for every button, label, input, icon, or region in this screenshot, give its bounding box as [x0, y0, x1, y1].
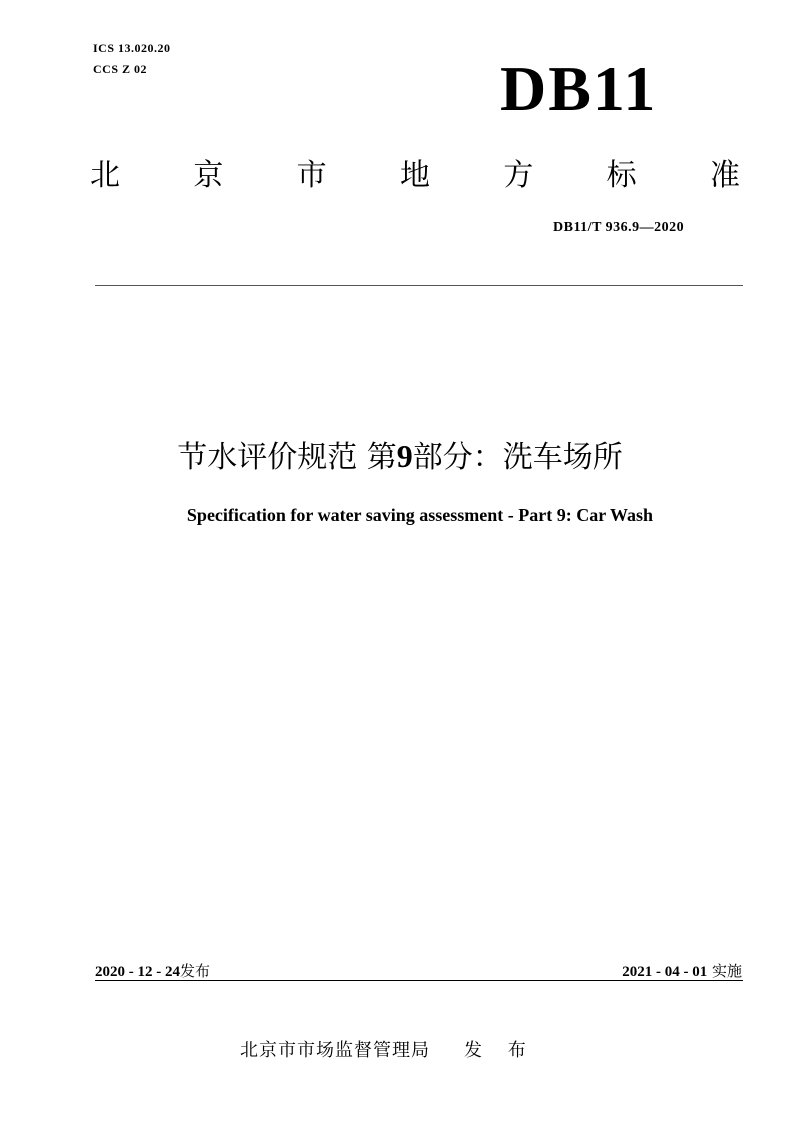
effective-date: 2021 - 04 - 01 — [622, 964, 708, 980]
publisher-name: 北京市市场监督管理局 — [240, 1040, 430, 1061]
issue-date: 2020 - 12 - 24 — [95, 964, 180, 980]
top-divider — [95, 285, 743, 286]
agency-char: 京 — [193, 158, 224, 193]
agency-char: 地 — [399, 158, 430, 193]
agency-char: 方 — [503, 158, 534, 193]
agency-char: 准 — [709, 158, 740, 193]
publisher-line — [240, 1036, 536, 1062]
publisher-label: 发 布 — [464, 1040, 536, 1061]
bottom-divider — [95, 980, 743, 981]
ccs-code: CCS Z 02 — [93, 62, 148, 76]
english-title: Specification for water saving assessment - Part 9: Car Wash — [186, 505, 654, 525]
ics-code: ICS 13.020.20 — [93, 41, 171, 55]
standard-number: DB11/T 936.9—2020 — [553, 220, 685, 235]
effective-date-line — [622, 960, 742, 981]
title-prefix: 节水评价规范 第 — [177, 440, 397, 475]
agency-title — [90, 156, 740, 196]
agency-char: 标 — [606, 158, 637, 193]
title-suffix: 部分：洗车场所 — [412, 440, 623, 475]
title-part-number: 9 — [396, 438, 413, 474]
effective-label: 实施 — [711, 962, 742, 980]
agency-char: 市 — [296, 158, 327, 193]
standard-code-logo: DB11 — [500, 53, 658, 124]
issue-label: 发布 — [180, 962, 211, 980]
agency-char: 北 — [90, 158, 120, 193]
chinese-title — [0, 436, 800, 478]
issue-date-line — [95, 960, 210, 981]
